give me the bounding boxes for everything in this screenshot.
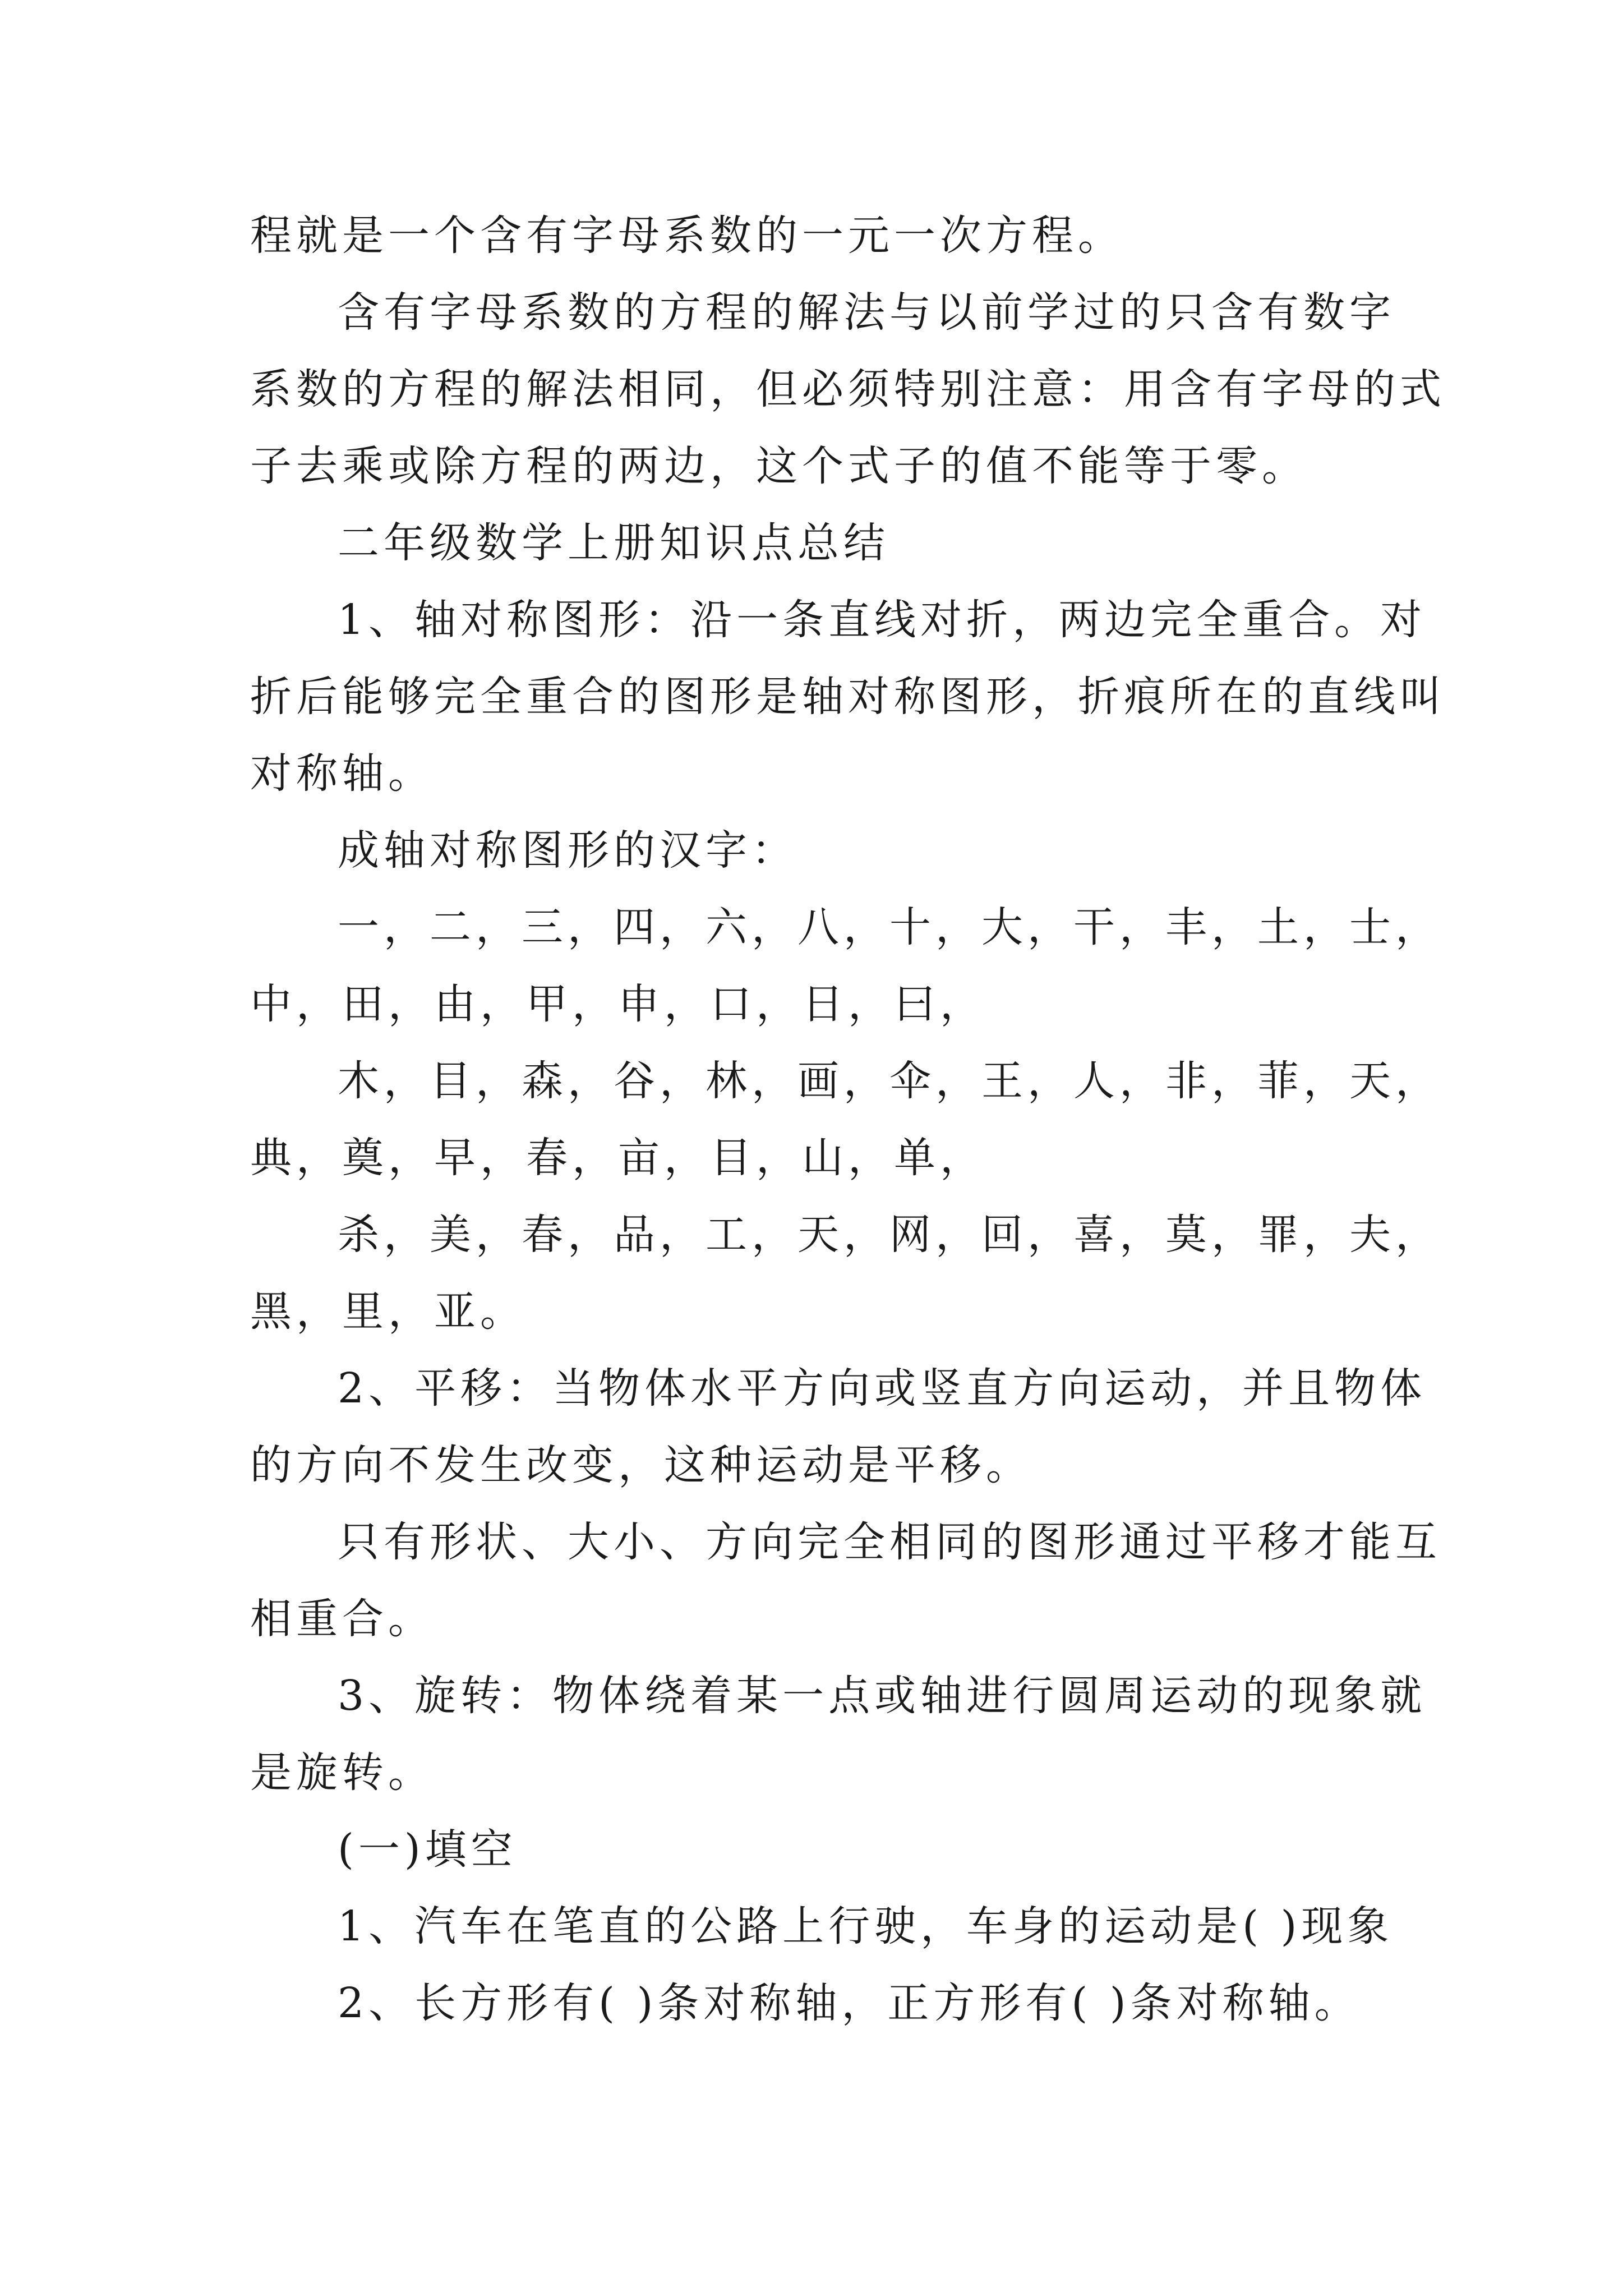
text-line-2: 含有字母系数的方程的解法与以前学过的只含有数字: [338, 288, 1395, 337]
text-line-18: 只有形状、大小、方向完全相同的图形通过平移才能互: [338, 1518, 1441, 1566]
text-line-9: 成轴对称图形的汉字：: [338, 826, 797, 875]
text-line-11: 中，田，由，甲，申，口，日，曰，: [250, 980, 986, 1028]
text-line-3: 系数的方程的解法相同，但必须特别注意：用含有字母的式: [250, 365, 1446, 413]
question-1: 1、汽车在笔直的公路上行驶，车身的运动是( )现象: [338, 1902, 1394, 1950]
text-line-8: 对称轴。: [250, 749, 434, 798]
subsection-heading: (一)填空: [338, 1825, 517, 1874]
text-line-4: 子去乘或除方程的两边，这个式子的值不能等于零。: [250, 442, 1308, 490]
section-heading: 二年级数学上册知识点总结: [338, 519, 889, 567]
text-line-21: 是旋转。: [250, 1749, 434, 1797]
text-line-7: 折后能够完全重合的图形是轴对称图形，折痕所在的直线叫: [250, 673, 1446, 721]
text-line-10: 一，二，三，四，六，八，十，大，干，丰，土，士，: [338, 903, 1441, 951]
text-line-1: 程就是一个含有字母系数的一元一次方程。: [250, 211, 1124, 260]
text-line-15: 黑，里，亚。: [250, 1287, 526, 1336]
text-line-14: 杀，美，春，品，工，天，网，回，喜，莫，罪，夫，: [338, 1211, 1441, 1259]
text-line-13: 典，奠，早，春，亩，目，山，单，: [250, 1134, 986, 1182]
text-line-6: 1、轴对称图形：沿一条直线对折，两边完全重合。对: [338, 596, 1427, 644]
question-2: 2、长方形有( )条对称轴，正方形有( )条对称轴。: [338, 1979, 1361, 2027]
document-body: [250, 197, 1446, 2042]
text-line-17: 的方向不发生改变，这种运动是平移。: [250, 1441, 1032, 1489]
text-line-19: 相重合。: [250, 1595, 434, 1643]
text-line-20: 3、旋转：物体绕着某一点或轴进行圆周运动的现象就: [338, 1672, 1427, 1720]
text-line-16: 2、平移：当物体水平方向或竖直方向运动，并且物体: [338, 1364, 1427, 1412]
text-line-12: 木，目，森，谷，林，画，伞，王，人，非，菲，天，: [338, 1057, 1441, 1105]
